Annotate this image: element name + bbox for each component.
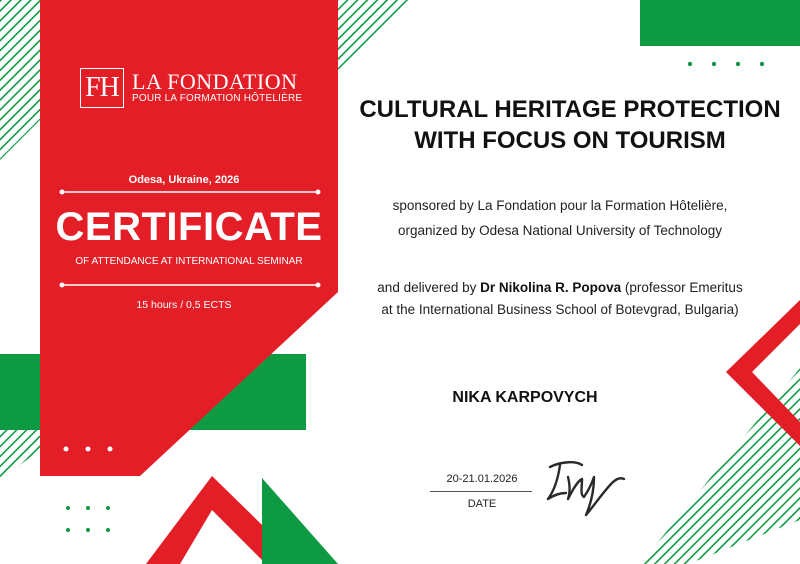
divider-bottom-dot-left — [60, 283, 65, 288]
delivery-prefix: and delivered by — [377, 280, 481, 295]
logo-mark: FH — [80, 68, 124, 108]
dot — [66, 506, 70, 510]
course-title — [340, 94, 800, 156]
dot — [108, 447, 113, 452]
dot — [86, 528, 90, 532]
course-title-line2: WITH FOCUS ON TOURISM — [414, 127, 726, 154]
dot — [712, 62, 716, 66]
sponsor-line2: organized by Odesa National University of Technology — [398, 223, 722, 238]
green-triangle-bottom — [262, 478, 338, 564]
dot — [688, 62, 692, 66]
date-label: DATE — [467, 498, 497, 510]
date-line — [430, 491, 532, 492]
hatch-top-left — [0, 0, 40, 160]
dot — [736, 62, 740, 66]
certificate-title: CERTIFICATE — [55, 205, 323, 249]
delivery-suffix: (professor Emeritus — [621, 280, 743, 295]
delivery-text — [340, 277, 780, 321]
sponsor-line1: sponsored by La Fondation pour la Formation Hôtelière, — [392, 198, 728, 213]
dot — [106, 506, 110, 510]
hours-credits: 15 hours / 0,5 ECTS — [136, 299, 232, 311]
green-block-top-right — [640, 0, 800, 46]
dot — [64, 447, 69, 452]
recipient-name: NIKA KARPOVYCH — [452, 389, 598, 406]
dot — [66, 528, 70, 532]
organization-subtitle: POUR LA FORMATION HÔTELIÈRE — [132, 93, 303, 104]
logo-text — [132, 71, 302, 105]
dot — [86, 447, 91, 452]
divider-top-dot-left — [60, 190, 65, 195]
dot — [86, 506, 90, 510]
course-title-line1: CULTURAL HERITAGE PROTECTION — [359, 96, 781, 123]
lecturer-name: Dr Nikolina R. Popova — [480, 280, 622, 295]
divider-top-dot-right — [316, 190, 321, 195]
delivery-line2: at the International Business School of Botevgrad, Bulgaria) — [381, 302, 739, 317]
dot — [760, 62, 764, 66]
place-year: Odesa, Ukraine, 2026 — [128, 174, 240, 186]
hatch-top-middle — [338, 0, 412, 70]
organization-logo — [80, 68, 302, 108]
signature-icon — [540, 455, 630, 523]
certificate-subtitle: OF ATTENDANCE AT INTERNATIONAL SEMINAR — [75, 256, 303, 267]
organization-name: LA FONDATION — [132, 69, 298, 94]
dot — [106, 528, 110, 532]
sponsorship-text — [340, 193, 780, 243]
delivery-line1 — [340, 277, 780, 299]
divider-bottom-dot-right — [316, 283, 321, 288]
date-value: 20-21.01.2026 — [446, 473, 518, 485]
